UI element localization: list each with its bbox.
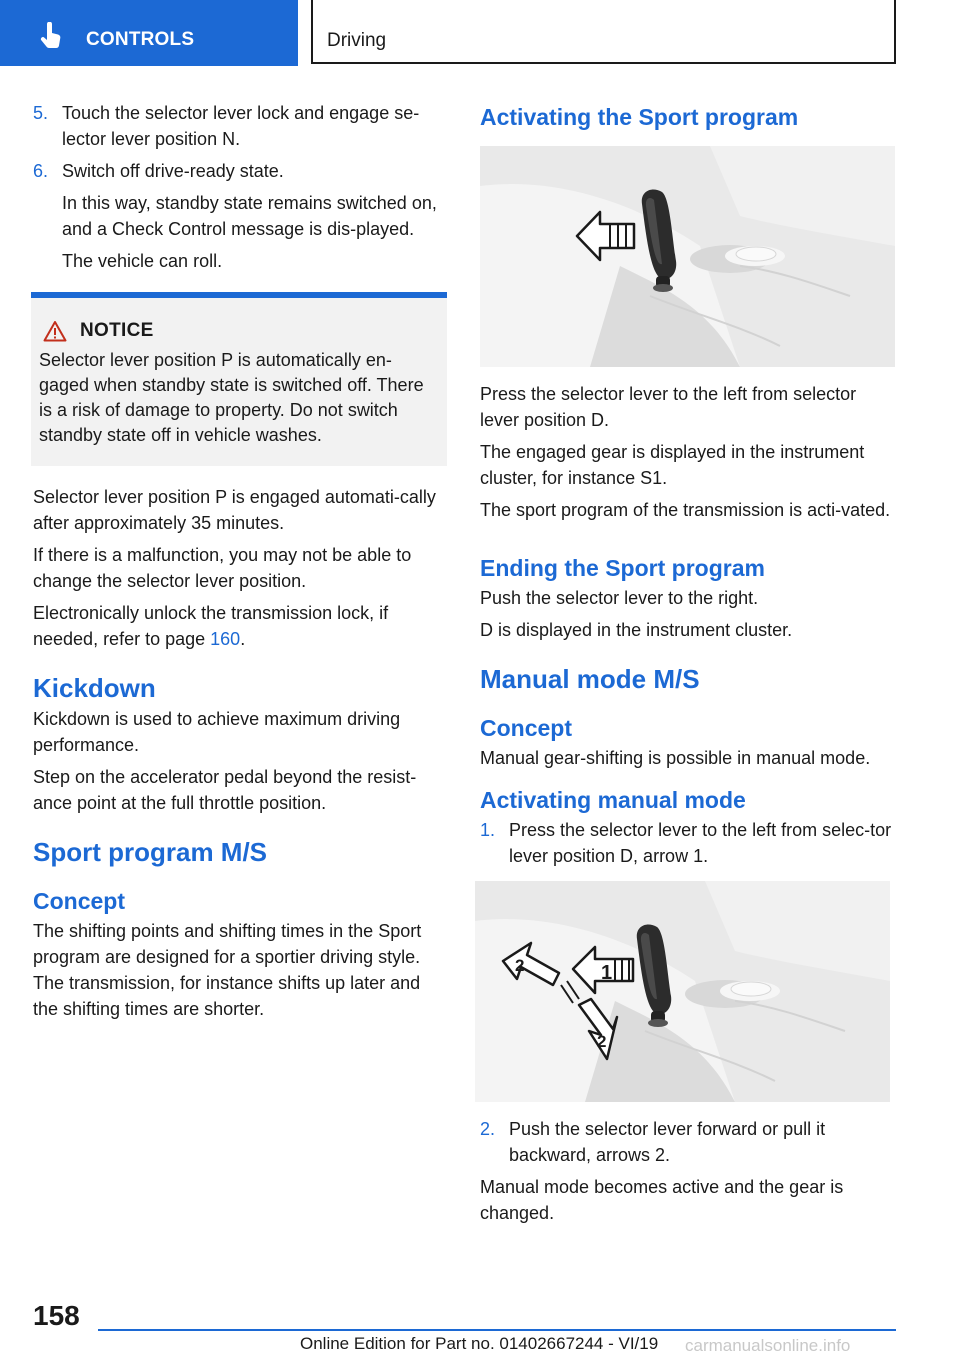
section-title: Driving bbox=[327, 30, 387, 51]
paragraph: Press the selector lever to the left from selector lever position D. bbox=[480, 384, 857, 430]
paragraph: The sport program of the transmission is acti‐vated. bbox=[480, 500, 891, 520]
page-reference-link[interactable]: 160 bbox=[210, 629, 241, 649]
footer-edition: Online Edition for Part no. 01402667244 - VI/19 bbox=[300, 1334, 659, 1353]
right-column bbox=[480, 100, 895, 1232]
left-column bbox=[33, 100, 447, 1028]
header-right-border bbox=[894, 0, 896, 64]
list-text: Push the selector lever forward or pull it backward, arrows 2. bbox=[509, 1119, 826, 1165]
paragraph: The shifting points and shifting times in the Sport program are designed for a sportier driving style. The transmission, for instance shifts up later and the shifting times are shorter. bbox=[33, 921, 422, 1019]
footer-divider bbox=[98, 1329, 896, 1331]
manual-mode-illustration bbox=[475, 881, 890, 1102]
heading-kickdown: Kickdown bbox=[33, 673, 156, 703]
list-text: Switch off drive-ready state. bbox=[62, 161, 284, 181]
heading-activating-sport: Activating the Sport program bbox=[480, 104, 799, 130]
notice-box bbox=[31, 292, 447, 466]
heading-manual-mode: Manual mode M/S bbox=[480, 664, 700, 694]
paragraph: The engaged gear is displayed in the instrument cluster, for instance S1. bbox=[480, 442, 865, 488]
list-number: 1. bbox=[480, 820, 496, 840]
chapter-tab[interactable] bbox=[0, 0, 298, 66]
list-item bbox=[480, 817, 895, 869]
notice-text: Selector lever position P is automatically en‐gaged when standby state is switched off. There is a risk of damage to property. Do not switch standby state off in vehicle washes. bbox=[39, 350, 424, 445]
paragraph: Manual gear-shifting is possible in manual mode. bbox=[480, 748, 871, 768]
paragraph-text: Electronically unlock the transmission lock, if needed, refer to page bbox=[33, 603, 389, 649]
notice-header bbox=[39, 320, 439, 342]
heading-activating-manual: Activating manual mode bbox=[480, 787, 746, 813]
warning-triangle-icon bbox=[43, 320, 67, 342]
notice-title: NOTICE bbox=[80, 320, 154, 341]
paragraph: Kickdown is used to achieve maximum driving performance. bbox=[33, 709, 401, 755]
figure-selector-lever-left bbox=[480, 146, 895, 367]
heading-concept: Concept bbox=[33, 888, 125, 914]
paragraph: The vehicle can roll. bbox=[62, 251, 223, 271]
page-header bbox=[0, 0, 960, 66]
list-text: Touch the selector lever lock and engage se‐lector lever position N. bbox=[62, 103, 420, 149]
list-item bbox=[33, 100, 447, 152]
header-bottom-border bbox=[311, 62, 896, 64]
paragraph: Push the selector lever to the right. bbox=[480, 588, 759, 608]
figure-selector-lever-manual bbox=[475, 881, 890, 1102]
page-number: 158 bbox=[33, 1300, 80, 1331]
list-number: 2. bbox=[480, 1119, 496, 1139]
hand-touch-icon bbox=[38, 22, 64, 50]
heading-concept: Concept bbox=[480, 715, 572, 741]
heading-sport-program: Sport program M/S bbox=[33, 837, 268, 867]
paragraph-text: . bbox=[240, 629, 246, 649]
list-number: 5. bbox=[33, 103, 49, 123]
paragraph bbox=[33, 600, 447, 652]
paragraph: Manual mode becomes active and the gear is changed. bbox=[480, 1177, 844, 1223]
arrow-label-1: 1 bbox=[601, 962, 613, 984]
header-divider bbox=[311, 0, 313, 64]
paragraph: In this way, standby state remains switched on, and a Check Control message is dis‐played. bbox=[62, 193, 437, 239]
selector-lever-illustration bbox=[480, 146, 895, 367]
paragraph: D is displayed in the instrument cluster. bbox=[480, 620, 793, 640]
paragraph: Selector lever position P is engaged automati‐cally after approximately 35 minutes. bbox=[33, 487, 436, 533]
list-text: Press the selector lever to the left from selec‐tor lever position D, arrow 1. bbox=[509, 820, 892, 866]
paragraph: If there is a malfunction, you may not be able to change the selector lever position. bbox=[33, 545, 412, 591]
arrow-label-2-down: 2 bbox=[597, 1032, 607, 1051]
chapter-label: CONTROLS bbox=[86, 29, 195, 50]
paragraph: Step on the accelerator pedal beyond the resist‐ance point at the full throttle position. bbox=[33, 767, 417, 813]
arrow-label-2-up: 2 bbox=[515, 956, 525, 975]
list-item bbox=[33, 158, 447, 184]
list-number: 6. bbox=[33, 161, 49, 181]
list-item bbox=[480, 1116, 895, 1168]
watermark: carmanualsonline.info bbox=[685, 1336, 851, 1355]
heading-ending-sport: Ending the Sport program bbox=[480, 555, 765, 581]
